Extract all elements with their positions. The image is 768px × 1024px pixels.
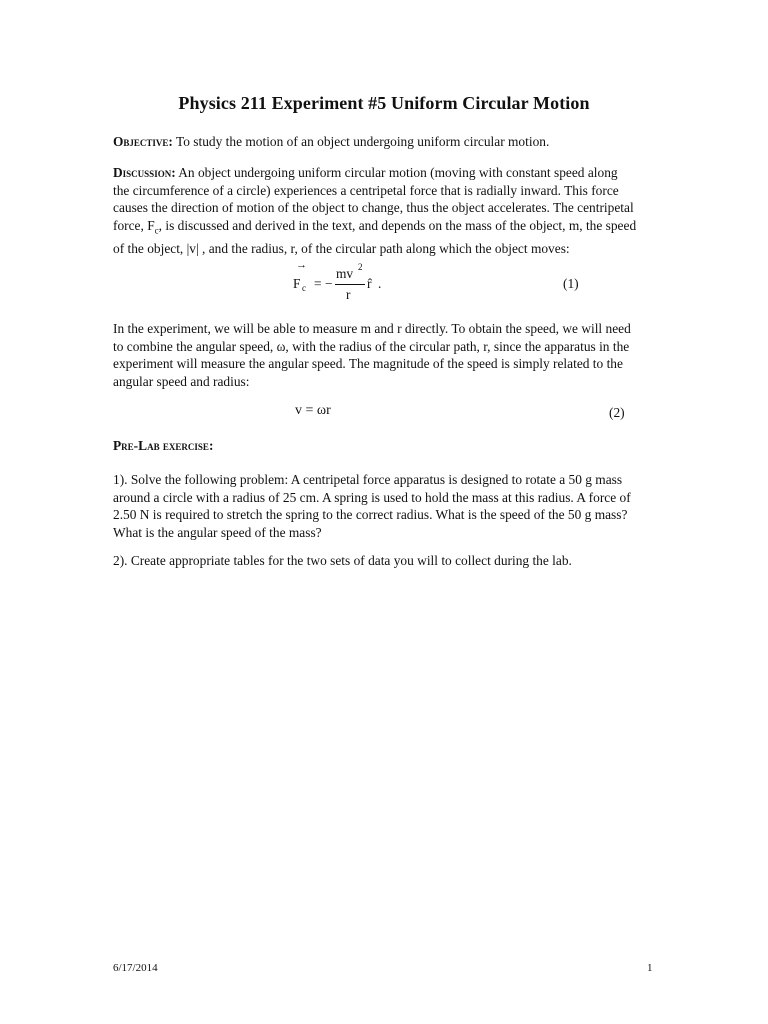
- force-subscript: c: [154, 225, 159, 236]
- problem-1-line-3: 2.50 N is required to stretch the spring to the correct radius. What is the speed of the 50 g mass?: [113, 507, 628, 523]
- speed-magnitude: |v|: [186, 241, 199, 257]
- discussion-label: Discussion:: [113, 165, 176, 180]
- eq1-numerator: mv: [336, 266, 354, 281]
- problem-1: [113, 471, 658, 541]
- prelab-label: Pre-Lab exercise:: [113, 438, 214, 453]
- objective-paragraph: [113, 133, 658, 151]
- eq1-number: (1): [563, 276, 579, 291]
- objective-label: Objective:: [113, 134, 173, 149]
- experiment-line-4: angular speed and radius:: [113, 373, 250, 389]
- vector-arrow-icon: →: [296, 259, 307, 271]
- discussion-line-3: causes the direction of motion of the object to change, thus the object accelerates. The centripetal: [113, 200, 634, 216]
- discussion-text-4: , is discussed and derived in the text, and depends on the mass of the object, m, the speed: [158, 217, 637, 233]
- experiment-line-2: to combine the angular speed, ω, with the radius of the circular path, r, since the apparatus in the: [113, 338, 630, 354]
- eq2-number: (2): [609, 405, 625, 420]
- eq1-force-subscript: c: [302, 283, 306, 293]
- discussion-text-5a: of the object,: [113, 241, 187, 257]
- discussion-line-1: [113, 164, 658, 182]
- problem-1-line-1: 1). Solve the following problem: A centripetal force apparatus is designed to rotate a 50 g mass: [113, 472, 623, 487]
- problem-2: [113, 552, 658, 570]
- problem-1-line-4: What is the angular speed of the mass?: [113, 524, 322, 540]
- eq1-period: .: [378, 276, 382, 291]
- discussion-text-5b: , and the radius, r, of the circular path along which the object moves:: [198, 241, 570, 257]
- experiment-paragraph: [113, 320, 658, 390]
- eq1-force-symbol: F: [293, 276, 301, 291]
- discussion-text-1: An object undergoing uniform circular motion (moving with constant speed along: [178, 165, 618, 180]
- eq1-unit-vector: r̂: [367, 276, 372, 291]
- footer-page-number: 1: [647, 962, 653, 974]
- problem-2-text: 2). Create appropriate tables for the two sets of data you will to collect during the lab.: [113, 553, 572, 568]
- eq2-expression: v = ωr: [295, 403, 331, 418]
- prelab-heading: [113, 437, 658, 455]
- eq1-denominator: r: [346, 287, 351, 302]
- discussion-paragraph: [113, 164, 658, 258]
- discussion-line-5: [113, 240, 658, 258]
- experiment-line-1: In the experiment, we will be able to measure m and r directly. To obtain the speed, we will need: [113, 321, 631, 336]
- fraction-bar: [335, 284, 365, 285]
- force-text: force, F: [113, 217, 155, 233]
- footer-date: 6/17/2014: [113, 962, 158, 974]
- eq1-numerator-sup: 2: [358, 262, 363, 272]
- eq1-equals: = −: [314, 276, 333, 291]
- discussion-line-2: the circumference of a circle) experiences a centripetal force that is radially inward. This force: [113, 182, 619, 198]
- problem-1-line-2: around a circle with a radius of 25 cm. A spring is used to hold the mass at this radius. A force of: [113, 489, 631, 505]
- objective-text: To study the motion of an object undergoing uniform circular motion.: [176, 134, 550, 149]
- experiment-line-3: experiment will measure the angular speed. The magnitude of the speed is simply related to the: [113, 356, 623, 372]
- discussion-line-4: [113, 217, 658, 240]
- page-title: Physics 211 Experiment #5 Uniform Circular Motion: [178, 93, 590, 113]
